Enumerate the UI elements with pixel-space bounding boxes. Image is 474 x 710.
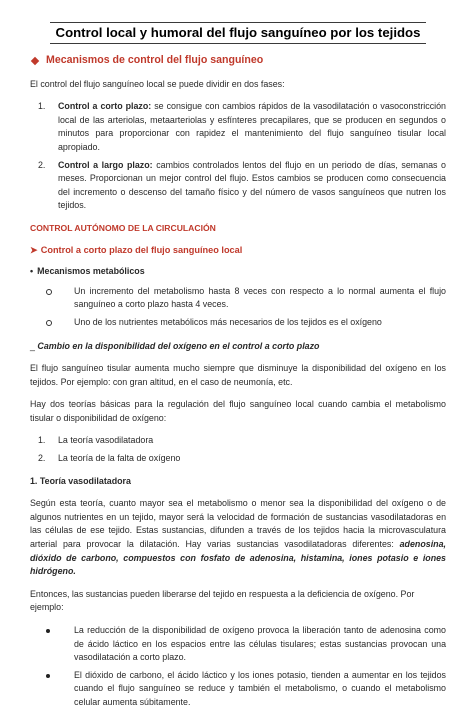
bullet-icon: •	[30, 266, 34, 277]
section-heading-text: Mecanismos de control del flujo sanguíneo	[46, 54, 264, 66]
phase-label: Control a corto plazo:	[58, 101, 152, 112]
list-item-text: La reducción de la disponibilidad de oxígeno provoca la liberación tanto de adenosina como de ácido láctico en los espacios entre las células tisulares; estas sustancias provocan una vasodilatación a corto plazo.	[74, 625, 446, 663]
phase-text: cambios controlados lentos del flujo en un periodo de días, semanas o meses. Proporcionan un mejor control del flujo. Estos cambios se producen como consecuencia del incremento o descenso del tamaño físico y del número de vasos sanguíneos que nutren los tejidos.	[58, 159, 446, 211]
arrow-bullet-icon: ➤	[30, 244, 38, 255]
theory1-heading: 1. Teoría vasodilatadora	[30, 475, 131, 486]
document-title-wrap	[30, 22, 446, 44]
circle-bullet-icon	[46, 320, 52, 326]
oxygen-heading: _ Cambio en la disponibilidad del oxígeno en el control a corto plazo	[30, 340, 320, 351]
theories-list	[30, 434, 446, 465]
metabolic-list	[30, 285, 446, 331]
intro-paragraph: El control del flujo sanguíneo local se puede dividir en dos fases:	[30, 78, 285, 89]
bullet-icon	[46, 629, 50, 633]
release-intro: Entonces, las sustancias pueden liberarse del tejido en respuesta a la deficiencia de oxígeno. Por ejemplo:	[30, 588, 415, 613]
list-item	[30, 316, 446, 331]
diamond-bullet-icon	[30, 56, 40, 66]
list-number: 2.	[38, 453, 46, 464]
vasodilator-substances: adenosina, dióxido de carbono, compuestos con fosfato de adenosina, histamina, iones potasio e iones hidrógeno.	[30, 539, 446, 577]
list-item	[30, 434, 446, 448]
list-item-text: La teoría de la falta de oxígeno	[58, 453, 181, 464]
list-item-text: Un incremento del metabolismo hasta 8 veces con respecto a lo normal aumenta el flujo sanguíneo a corto plazo hasta 4 veces.	[74, 285, 446, 310]
list-item	[30, 100, 446, 154]
phases-list	[30, 100, 446, 213]
bullet-icon	[46, 674, 50, 678]
list-item-text: Uno de los nutrientes metabólicos más necesarios de los tejidos es el oxígeno	[74, 316, 382, 327]
list-item-text: El dióxido de carbono, el ácido láctico y los iones potasio, tienden a aumentar en los tejidos cuando el flujo sanguíneo se reduce y también el metabolismo, o cuando el metabolismo celular aumenta súbitamente.	[74, 669, 446, 707]
caps-heading: CONTROL AUTÓNOMO DE LA CIRCULACIÓN	[30, 222, 216, 233]
document-title: Control local y humoral del flujo sanguíneo por los tejidos	[50, 22, 427, 44]
theory1-paragraph: Según esta teoría, cuanto mayor sea el metabolismo o menor sea la disponibilidad del oxígeno o de algunos nutrientes en un tejido, mayor será la velocidad de formación de sustancias vasodilatadoras en las células de ese tejido. Estas sustancias, difunden a través de los tejidos hacia la microvasculatura arterial para provocar la dilatación. Hay varias sustancias vasodilatadoras diferentes: adenosina, dióxido de carbono, compuestos con fosfato de adenosina, histamina, iones potasio e iones hidrógeno.	[30, 498, 446, 577]
oxygen-paragraph: El flujo sanguíneo tisular aumenta mucho siempre que disminuye la disponibilidad del oxígeno en los tejidos. Por ejemplo: con gran altitud, en el caso de neumonía, etc.	[30, 363, 446, 387]
list-number: 2.	[38, 159, 46, 170]
section-heading	[30, 54, 446, 68]
sub-heading	[30, 244, 446, 258]
list-item	[30, 669, 446, 710]
phase-label: Control a largo plazo:	[58, 159, 153, 170]
sub-heading-text: Control a corto plazo del flujo sanguíneo local	[40, 244, 243, 255]
phase-text: se consigue con cambios rápidos de la vasodilatación o vasoconstricción local de las arteriolas, metaarteriolas y esfínteres precapilares, que se producen en segundos o minutos para proporcionar con rapidez el mantenimiento del flujo sanguíneo tisular local apropiado.	[58, 101, 446, 152]
metabolic-heading: • Mecanismos metabólicos	[30, 265, 446, 279]
release-list	[30, 624, 446, 710]
list-item-text: La teoría vasodilatadora	[58, 435, 154, 446]
list-item	[30, 159, 446, 213]
list-item	[30, 452, 446, 466]
list-number: 1.	[38, 101, 46, 112]
list-number: 1.	[38, 435, 46, 446]
list-item	[30, 285, 446, 312]
list-item	[30, 624, 446, 665]
circle-bullet-icon	[46, 289, 52, 295]
theories-intro: Hay dos teorías básicas para la regulación del flujo sanguíneo local cuando cambia el metabolismo tisular o disponibilidad de oxígeno:	[30, 399, 446, 423]
